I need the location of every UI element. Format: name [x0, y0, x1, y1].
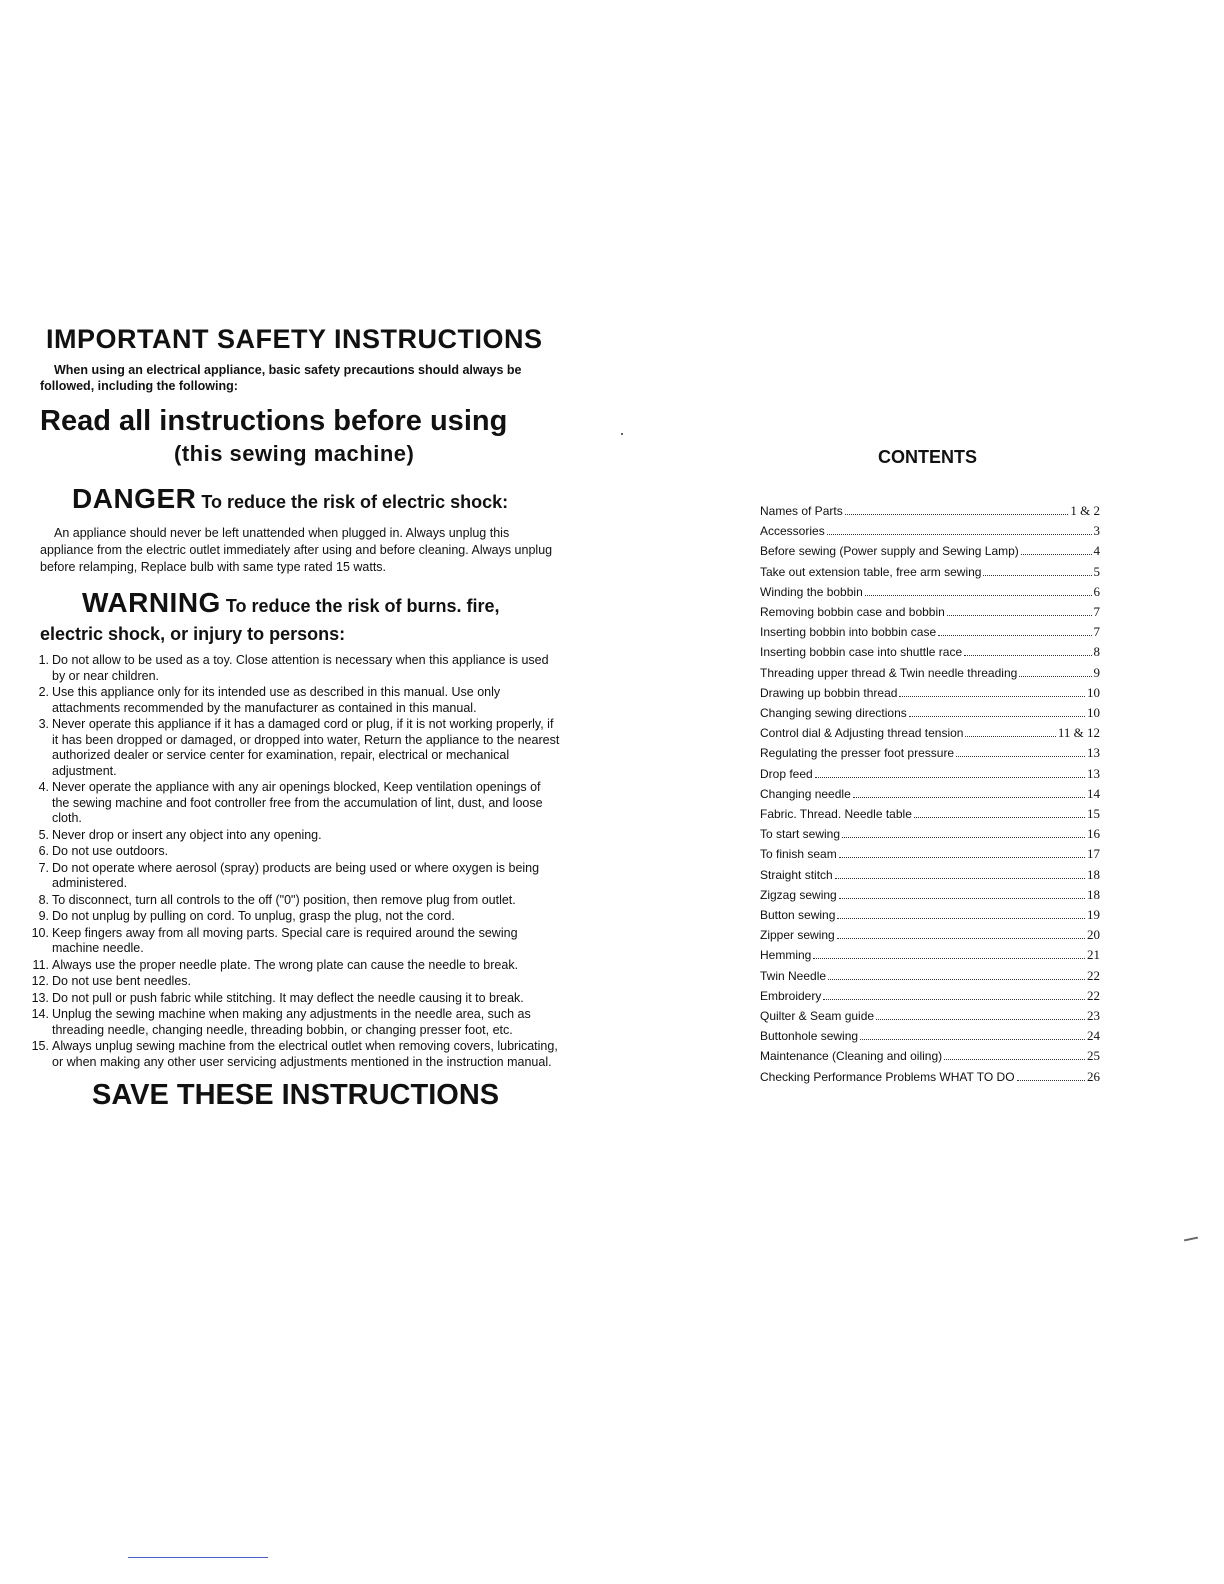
- toc-entry: [760, 501, 1100, 521]
- list-item: [40, 828, 560, 844]
- toc-entry: [760, 966, 1100, 986]
- item-text: Never operate this appliance if it has a damaged cord or plug, if it is not working properly, if it has been dropped or damaged, or dropped into water, Return the appliance to the nearest authorized dealer or service center for examination, repair, electrical or mechanical adjustment.: [52, 717, 560, 778]
- toc-title: Twin Needle: [760, 968, 827, 983]
- toc-entry: [760, 764, 1100, 784]
- toc-entry: [760, 663, 1100, 683]
- toc-title: Zigzag sewing: [760, 887, 837, 902]
- toc-entry: [760, 582, 1100, 602]
- toc-leader: [1021, 554, 1092, 555]
- item-text: Always use the proper needle plate. The wrong plate can cause the needle to break.: [52, 957, 519, 972]
- toc-title: Before sewing (Power supply and Sewing Lamp): [760, 544, 1019, 559]
- item-number: 6.: [38, 844, 49, 858]
- toc-title: Button sewing: [760, 908, 836, 923]
- toc-title: Quilter & Seam guide: [760, 1009, 875, 1024]
- save-instructions-footer: SAVE THESE INSTRUCTIONS: [92, 1079, 500, 1111]
- toc-page: 8: [1093, 644, 1100, 660]
- toc-title: Buttonhole sewing: [760, 1029, 859, 1044]
- toc-page: 18: [1087, 886, 1100, 902]
- toc-page: 17: [1087, 846, 1100, 862]
- list-item: [31, 1007, 560, 1038]
- toc-page: 14: [1087, 785, 1100, 801]
- toc-title: Removing bobbin case and bobbin: [760, 605, 945, 620]
- toc-page: 3: [1093, 523, 1100, 539]
- safety-items-list: [31, 653, 560, 1070]
- toc-page: 25: [1087, 1048, 1100, 1064]
- item-number: 12.: [31, 974, 49, 988]
- toc-leader: [865, 595, 1092, 596]
- toc-title: To finish seam: [760, 847, 837, 862]
- item-text: Always unplug sewing machine from the electrical outlet when removing covers, lubricating, or when making any other user servicing adjustments mentioned in the instruction manual.: [52, 1039, 558, 1069]
- item-number: 4.: [38, 780, 49, 794]
- item-text: To disconnect, turn all controls to the off ("0") position, then remove plug from outlet.: [52, 892, 516, 907]
- toc-leader: [956, 756, 1085, 757]
- item-text: Use this appliance only for its intended use as described in this manual. Use only attachments recommended by the manufacturer as contained in this manual.: [52, 685, 501, 715]
- toc-entry: [760, 703, 1100, 723]
- toc-leader: [837, 938, 1085, 939]
- contents-list: [760, 501, 1100, 1087]
- item-text: Never operate the appliance with any air openings blocked, Keep ventilation openings of the sewing machine and foot controller free from the accumulation of lint, dust, and loose cloth.: [52, 780, 543, 825]
- toc-leader: [842, 837, 1085, 838]
- toc-page: 24: [1087, 1028, 1100, 1044]
- toc-page: 4: [1093, 543, 1100, 559]
- toc-leader: [828, 979, 1085, 980]
- list-item: [40, 685, 560, 716]
- list-item: [31, 990, 560, 1007]
- toc-entry: [760, 1046, 1100, 1066]
- toc-page: 11 & 12: [1057, 725, 1100, 741]
- list-item: [40, 717, 560, 779]
- danger-heading: [40, 482, 560, 521]
- item-number: 13.: [31, 990, 49, 1005]
- list-item: [40, 909, 560, 925]
- toc-leader: [965, 736, 1055, 737]
- toc-entry: [760, 602, 1100, 622]
- toc-entry: [760, 986, 1100, 1006]
- toc-title: Straight stitch: [760, 867, 833, 882]
- toc-page: 13: [1087, 765, 1100, 781]
- list-item: [31, 925, 560, 957]
- toc-title: Inserting bobbin case into shuttle race: [760, 645, 963, 660]
- toc-title: Threading upper thread & Twin needle threading: [760, 665, 1018, 680]
- list-item: [32, 957, 560, 974]
- item-number: 14.: [31, 1007, 49, 1021]
- scan-speck: [621, 433, 623, 435]
- toc-leader: [914, 817, 1085, 818]
- list-item: [40, 780, 560, 827]
- toc-leader: [837, 918, 1085, 919]
- toc-title: Changing sewing directions: [760, 706, 907, 721]
- toc-leader: [835, 878, 1085, 879]
- warning-heading: [40, 588, 560, 623]
- toc-entry: [760, 844, 1100, 864]
- toc-title: Drawing up bobbin thread: [760, 685, 898, 700]
- item-number: 2.: [38, 685, 49, 699]
- toc-leader: [947, 615, 1092, 616]
- item-number: 9.: [38, 909, 49, 923]
- toc-page: 10: [1087, 684, 1100, 700]
- item-number: 7.: [38, 860, 49, 875]
- toc-leader: [839, 898, 1085, 899]
- toc-page: 26: [1087, 1068, 1100, 1084]
- scan-speck: [1184, 1237, 1198, 1242]
- toc-entry: [760, 804, 1100, 824]
- toc-page: 6: [1093, 583, 1100, 599]
- toc-page: 9: [1093, 664, 1100, 680]
- toc-title: Embroidery: [760, 988, 822, 1003]
- safety-title: IMPORTANT SAFETY INSTRUCTIONS: [46, 324, 543, 354]
- toc-title: Checking Performance Problems WHAT TO DO: [760, 1069, 1015, 1084]
- toc-leader: [815, 777, 1085, 778]
- item-text: Do not pull or push fabric while stitching. It may deflect the needle causing it to break.: [52, 990, 524, 1005]
- toc-leader: [823, 999, 1085, 1000]
- toc-leader: [944, 1059, 1085, 1060]
- toc-title: Regulating the presser foot pressure: [760, 746, 955, 761]
- toc-title: To start sewing: [760, 827, 841, 842]
- item-text: Do not allow to be used as a toy. Close attention is necessary when this appliance is used by or near children.: [52, 653, 549, 683]
- item-number: 1.: [38, 653, 49, 667]
- item-text: Do not use bent needles.: [52, 974, 191, 988]
- toc-leader: [1019, 676, 1091, 677]
- toc-entry: [760, 562, 1100, 582]
- toc-entry: [760, 784, 1100, 804]
- toc-title: Inserting bobbin into bobbin case: [760, 625, 937, 640]
- toc-page: 7: [1093, 624, 1100, 640]
- toc-leader: [938, 635, 1091, 636]
- toc-entry: [760, 622, 1100, 642]
- toc-page: 22: [1087, 967, 1100, 983]
- item-number: 11.: [32, 957, 49, 972]
- toc-title: Accessories: [760, 524, 825, 539]
- toc-page: 7: [1093, 604, 1100, 620]
- toc-title: Maintenance (Cleaning and oiling): [760, 1049, 943, 1064]
- toc-entry: [760, 683, 1100, 703]
- toc-title: Zipper sewing: [760, 928, 835, 943]
- toc-page: 13: [1087, 745, 1100, 761]
- toc-leader: [839, 857, 1085, 858]
- toc-entry: [760, 885, 1100, 905]
- item-text: Do not operate where aerosol (spray) products are being used or where oxygen is being administered.: [52, 860, 540, 890]
- toc-leader: [827, 534, 1092, 535]
- toc-title: Changing needle: [760, 786, 851, 801]
- toc-leader: [909, 716, 1085, 717]
- toc-title: Take out extension table, free arm sewing: [760, 564, 982, 579]
- toc-entry: [760, 905, 1100, 925]
- item-number: 5.: [38, 827, 49, 842]
- read-all-heading: Read all instructions before using: [40, 405, 508, 437]
- toc-leader: [845, 514, 1069, 515]
- toc-title: Winding the bobbin: [760, 584, 863, 599]
- item-text: Keep fingers away from all moving parts. Special care is required around the sewing machine needle.: [52, 925, 518, 955]
- list-item: [40, 893, 560, 909]
- item-number: 8.: [38, 892, 49, 907]
- read-all-subheading: (this sewing machine): [174, 441, 415, 466]
- toc-page: 20: [1087, 927, 1100, 943]
- item-text: Never drop or insert any object into any opening.: [52, 827, 322, 842]
- item-number: 10.: [31, 925, 49, 940]
- toc-page: 18: [1087, 866, 1100, 882]
- toc-entry: [760, 723, 1100, 743]
- list-item: [31, 1039, 560, 1070]
- toc-entry: [760, 865, 1100, 885]
- safety-intro: When using an electrical appliance, basic safety precautions should always be followed, including the following:: [40, 363, 522, 393]
- list-item: [40, 861, 560, 892]
- toc-leader: [860, 1039, 1085, 1040]
- toc-leader: [1017, 1080, 1085, 1081]
- toc-entry: [760, 1067, 1100, 1087]
- item-number: 15.: [31, 1039, 49, 1053]
- contents-column: [760, 445, 1100, 1087]
- toc-page: 16: [1087, 826, 1100, 842]
- list-item: [40, 653, 560, 684]
- warning-subtitle: To reduce the risk of burns. fire,: [220, 596, 500, 616]
- toc-page: 15: [1087, 806, 1100, 822]
- toc-page: 23: [1087, 1008, 1100, 1024]
- item-text: Do not unplug by pulling on cord. To unplug, grasp the plug, not the cord.: [52, 909, 455, 923]
- warning-word: WARNING: [82, 587, 221, 618]
- warning-subtitle-continued: electric shock, or injury to persons:: [40, 624, 346, 644]
- item-text: Do not use outdoors.: [52, 844, 169, 858]
- toc-entry: [760, 642, 1100, 662]
- scan-underline-mark: [128, 1557, 268, 1558]
- toc-page: 10: [1087, 705, 1100, 721]
- toc-leader: [983, 575, 1091, 576]
- toc-title: Names of Parts: [760, 504, 843, 518]
- toc-entry: [760, 945, 1100, 965]
- toc-entry: [760, 1006, 1100, 1026]
- toc-leader: [899, 696, 1085, 697]
- item-number: 3.: [38, 717, 49, 731]
- list-item: [31, 974, 560, 990]
- toc-page: 1 & 2: [1070, 503, 1100, 518]
- toc-entry: [760, 743, 1100, 763]
- toc-title: Hemming: [760, 948, 812, 963]
- toc-leader: [813, 958, 1085, 959]
- danger-subtitle: To reduce the risk of electric shock:: [196, 492, 509, 512]
- toc-leader: [964, 655, 1091, 656]
- toc-leader: [876, 1019, 1085, 1020]
- toc-page: 21: [1087, 947, 1100, 963]
- toc-leader: [853, 797, 1085, 798]
- toc-title: Drop feed: [760, 766, 813, 781]
- toc-entry: [760, 1026, 1100, 1046]
- item-text: Unplug the sewing machine when making any adjustments in the needle area, such as threading needle, changing needle, threading bobbin, or changing presser foot, etc.: [52, 1007, 531, 1037]
- toc-page: 19: [1087, 907, 1100, 923]
- danger-text: An appliance should never be left unattended when plugged in. Always unplug this appliance from the electric outlet immediately after using and before cleaning. Always unplug before relamping, Replace bulb with same type rated 15 watts.: [40, 526, 553, 574]
- toc-entry: [760, 925, 1100, 945]
- toc-page: 22: [1087, 987, 1100, 1003]
- list-item: [40, 844, 560, 860]
- toc-entry: [760, 541, 1100, 561]
- toc-page: 5: [1093, 563, 1100, 579]
- toc-entry: [760, 824, 1100, 844]
- toc-title: Fabric. Thread. Needle table: [760, 807, 912, 822]
- toc-title: Control dial & Adjusting thread tension: [760, 726, 964, 741]
- danger-word: DANGER: [72, 483, 197, 514]
- contents-heading: CONTENTS: [878, 447, 977, 467]
- toc-entry: [760, 521, 1100, 541]
- safety-instructions-column: [31, 322, 560, 1112]
